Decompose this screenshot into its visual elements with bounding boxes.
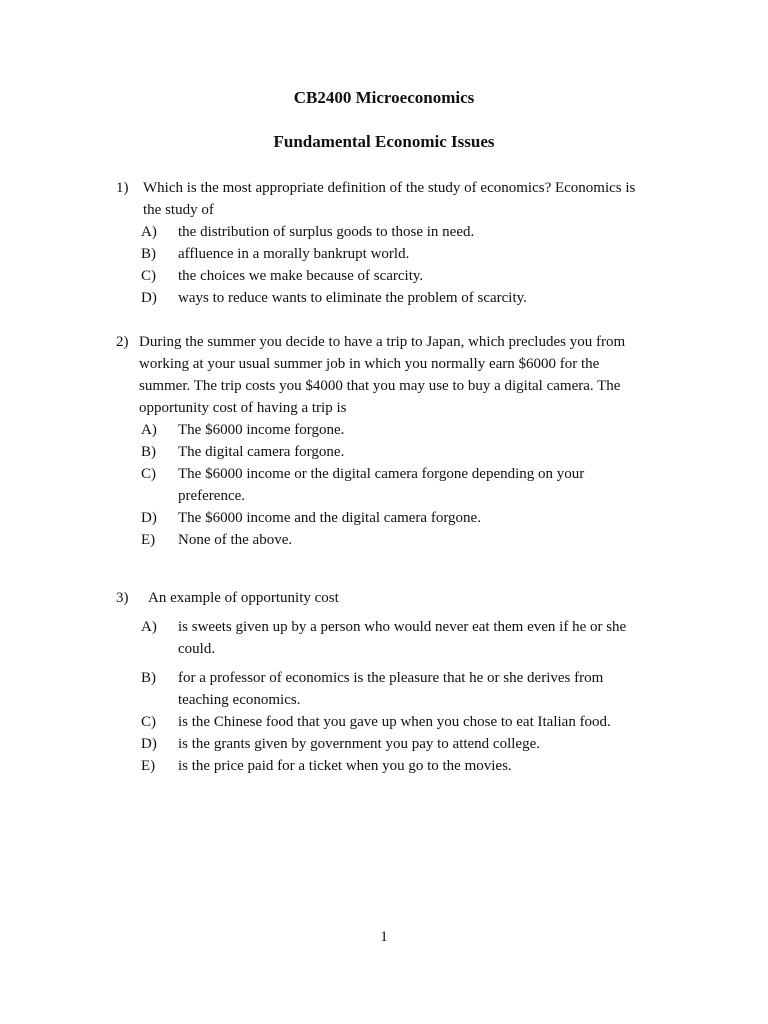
option-letter: C): [141, 714, 156, 730]
option-text: preference.: [178, 488, 246, 504]
stem-line: During the summer you decide to have a trip to Japan, which precludes you from: [139, 334, 626, 350]
stem-line: opportunity cost of having a trip is: [139, 400, 347, 416]
option-letter: D): [141, 290, 157, 306]
page-number: 1: [380, 929, 388, 945]
option-letter: E): [141, 532, 156, 548]
option-letter: D): [141, 510, 157, 526]
question-number: 3): [116, 590, 129, 606]
option-text: teaching economics.: [178, 692, 301, 708]
course-title: CB2400 Microeconomics: [293, 88, 475, 107]
question-stem: [139, 331, 659, 419]
option-letter: A): [141, 619, 157, 635]
option-letter: A): [141, 224, 157, 240]
question-number: 1): [116, 180, 129, 196]
option-text: is sweets given up by a person who would never eat them even if he or she: [178, 619, 627, 635]
option-letter: B): [141, 670, 156, 686]
option-text: ways to reduce wants to eliminate the problem of scarcity.: [178, 290, 527, 306]
option-letter: D): [141, 736, 157, 752]
option-text: The $6000 income forgone.: [178, 422, 345, 438]
option-text: for a professor of economics is the pleasure that he or she derives from: [178, 670, 604, 686]
option-letter: C): [141, 466, 156, 482]
option-text: The $6000 income or the digital camera forgone depending on your: [178, 466, 585, 482]
option-letter: A): [141, 422, 157, 438]
option-text: The $6000 income and the digital camera forgone.: [178, 510, 481, 526]
question-stem: [148, 587, 668, 609]
option-text: is the Chinese food that you gave up when you chose to eat Italian food.: [178, 714, 611, 730]
option-text: None of the above.: [178, 532, 293, 548]
question-stem: [143, 177, 663, 221]
option-letter: B): [141, 246, 156, 262]
chapter-title: Fundamental Economic Issues: [273, 132, 495, 151]
option-text: is the price paid for a ticket when you go to the movies.: [178, 758, 512, 774]
option-letter: C): [141, 268, 156, 284]
option-text: The digital camera forgone.: [178, 444, 345, 460]
option-text: is the grants given by government you pay to attend college.: [178, 736, 540, 752]
stem-line: summer. The trip costs you $4000 that you may use to buy a digital camera. The: [139, 378, 621, 394]
question-number: 2): [116, 334, 129, 350]
option-text: the distribution of surplus goods to those in need.: [178, 224, 475, 240]
option-letter: B): [141, 444, 156, 460]
option-text: affluence in a morally bankrupt world.: [178, 246, 410, 262]
stem-line: An example of opportunity cost: [148, 590, 339, 606]
stem-line: Which is the most appropriate definition of the study of economics? Economics is: [143, 180, 636, 196]
stem-line: working at your usual summer job in which you normally earn $6000 for the: [139, 356, 600, 372]
option-letter: E): [141, 758, 156, 774]
option-text: the choices we make because of scarcity.: [178, 268, 424, 284]
option-text: could.: [178, 641, 216, 657]
stem-line: the study of: [143, 202, 214, 218]
